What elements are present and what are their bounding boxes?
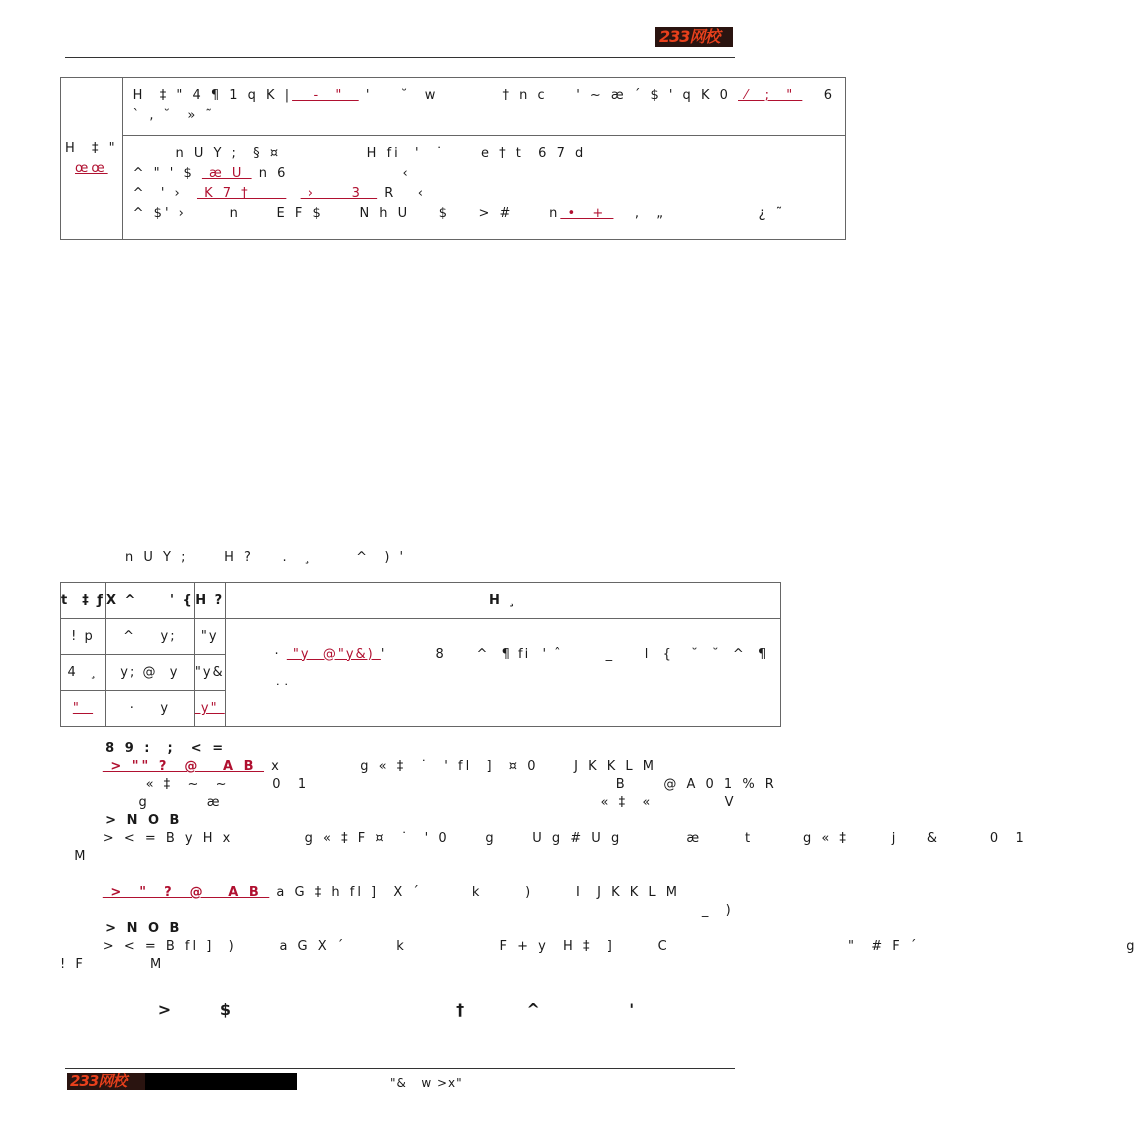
body-line: > < = B fl ] ) a G X ´ k F + y H ‡ ] C " # F ´ g (60, 939, 1137, 954)
body-text (60, 740, 1137, 974)
header-divider (65, 57, 735, 58)
brand-logo: 233网校 (655, 27, 733, 47)
table-header: H ? (194, 583, 225, 619)
body-link[interactable]: > "" ? @ A B (102, 759, 265, 774)
body-line: ! F M (60, 957, 165, 972)
table-cell-link[interactable]: " (61, 691, 106, 727)
section-heading: > $ † ^ ' (157, 1000, 643, 1019)
info-link[interactable]: • + (560, 206, 614, 221)
info-line: ` ‚ ˘ » ˜ (132, 108, 215, 123)
info-line: H ‡ " 4 ¶ 1 q K | - " ' ˘ w † n c ' ~ æ ´ $ ' q K 0 ⁄ ; " 6 (132, 88, 836, 103)
table-header: t ‡ ƒ (61, 583, 106, 619)
table-cell: "y& (194, 655, 225, 691)
table-caption: n U Y ; H ? . ¸ ^ ) ' (125, 550, 407, 565)
footer-page-text: "& w >x" (390, 1076, 463, 1090)
body-line: > < = B y H x g « ‡ F ¤ ˙ ' 0 g U g # U g æ t g « ‡ j & 0 1 (60, 831, 1027, 846)
body-link[interactable]: > " ? @ A B (102, 885, 270, 900)
table-cell: y; @ y (105, 655, 194, 691)
row-label-link[interactable]: œœ (75, 160, 108, 176)
table-header: H ¸ (225, 583, 781, 619)
body-line: > N O B (60, 921, 183, 936)
info-link[interactable]: æ U (201, 166, 252, 181)
body-line: g æ « ‡ « V (60, 795, 737, 810)
info-line: n U Y ; § ¤ H fi ' ˙ e † t 6 7 d (132, 146, 587, 161)
info-link[interactable]: K 7 † (196, 186, 287, 201)
body-spacer (60, 866, 740, 884)
schedule-table (60, 582, 781, 727)
table-row (61, 619, 781, 655)
body-line: « ‡ ~ ~ 0 1 B @ A 0 1 % R (60, 777, 777, 792)
body-line: > " ? @ A B a G ‡ h fl ] X ´ k ) I J K K L M (102, 885, 681, 900)
body-line: > "" ? @ A B x g « ‡ ˙ ' fl ] ¤ 0 J K K L M (102, 759, 657, 774)
note-link[interactable]: "y @"y&) (286, 646, 381, 662)
info-table (60, 77, 846, 240)
table-cell: "y (194, 619, 225, 655)
body-line: M (60, 849, 89, 864)
body-line: > N O B (60, 813, 183, 828)
body-line: _ ) (60, 903, 734, 918)
info-link[interactable]: - " (292, 88, 359, 103)
table-cell: ! p (61, 619, 106, 655)
info-line: ^ ' › K 7 † › 3 R ‹ (132, 186, 426, 201)
row-label: H ‡ " (65, 140, 118, 156)
table-header: X ^ ' { (105, 583, 194, 619)
info-cell-2 (122, 136, 845, 240)
table-cell: ^ y; (105, 619, 194, 655)
info-line: ^ $' › n E F $ N h U $ > # n • + , „ ¿ ˜ (132, 206, 786, 221)
info-link[interactable]: › 3 (300, 186, 378, 201)
info-link[interactable]: ⁄ ; " (738, 88, 803, 103)
footer-logo: 233网校 (67, 1073, 145, 1090)
table-cell: 4 ¸ (61, 655, 106, 691)
row-label-cell (61, 78, 123, 240)
body-line: 8 9 : ; < = (60, 741, 227, 756)
table-cell-link[interactable]: y" (194, 691, 225, 727)
table-cell: · y (105, 691, 194, 727)
footer-divider (65, 1068, 735, 1069)
info-cell-1 (122, 78, 845, 136)
table-note-cell: · "y @"y&) ' 8 ^ ¶ fi ' ˆ _ l { ˘ ˘ ^ ¶ ˙˙ (225, 619, 781, 727)
info-line: ^ " ' $ æ U n 6 ‹ (132, 166, 411, 181)
footer-logo-bar (67, 1073, 297, 1090)
